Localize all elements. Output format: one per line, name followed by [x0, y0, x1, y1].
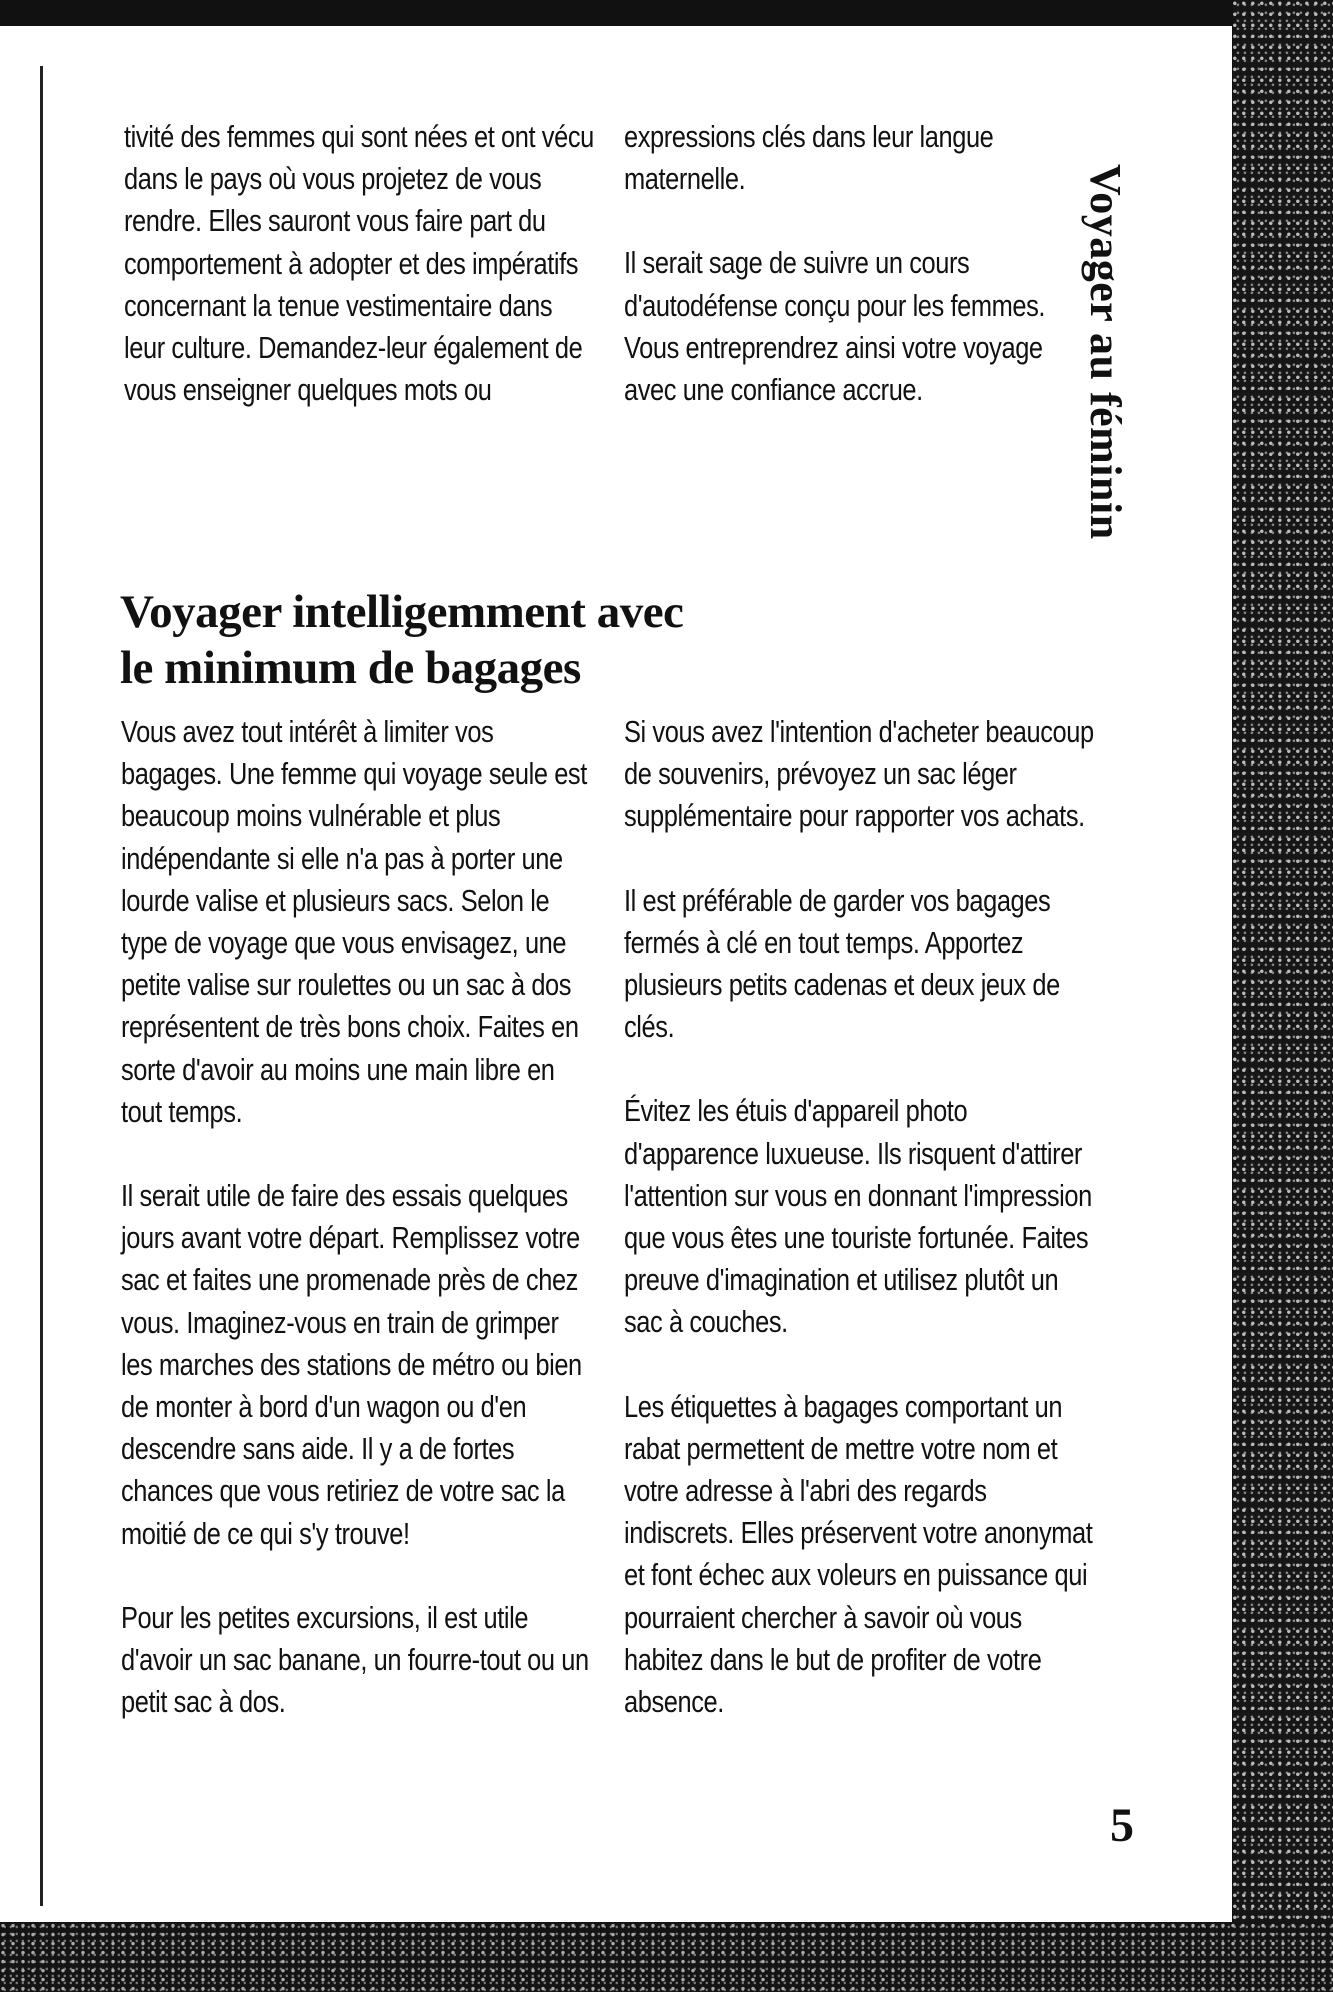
paragraph: Évitez les étuis d'appareil photo d'apparence luxueuse. Ils risquent d'attirer l'attention sur vous en donnant l'impression que vous êtes une touriste fortunée. Faites preuve d'imagination et utilisez plutôt un sac à couches.	[624, 1093, 1092, 1340]
paragraph: Si vous avez l'intention d'acheter beaucoup de souvenirs, prévoyez un sac léger supplémentaire pour rapporter vos achats.	[624, 714, 1094, 834]
binding-line	[40, 66, 43, 1906]
book-page	[0, 26, 1232, 1922]
page-number: 5	[1110, 1799, 1134, 1852]
paragraph: Pour les petites excursions, il est utile d'avoir un sac banane, un fourre-tout ou un petit sac à dos.	[121, 1599, 589, 1720]
top-right-column	[624, 116, 1094, 411]
section-heading	[120, 584, 940, 696]
paragraph: Les étiquettes à bagages comportant un rabat permettent de mettre votre nom et votre adresse à l'abri des regards indiscrets. Elles préservent votre anonymat et font échec aux voleurs en puissance qui pourraient chercher à savoir où vous habitez dans le but de profiter de votre absence.	[624, 1388, 1093, 1720]
scan-border-right	[1233, 0, 1333, 1992]
top-left-column	[124, 116, 594, 411]
running-title: Voyager au féminin	[1081, 164, 1130, 540]
paragraph: Il est préférable de garder vos bagages fermés à clé en tout temps. Apportez plusieurs petits cadenas et deux jeux de clés.	[624, 882, 1060, 1045]
paragraph: Vous avez tout intérêt à limiter vos bagages. Une femme qui voyage seule est beaucoup moins vulnérable et plus indépendante si elle n'a pas à porter une lourde valise et plusieurs sacs. Selon le type de voyage que vous envisagez, une petite valise sur roulettes ou un sac à dos représentent de très bons choix. Faites en sorte d'avoir au moins une main libre en tout temps.	[121, 714, 587, 1129]
paragraph: Il serait sage de suivre un cours d'autodéfense conçu pour les femmes. Vous entreprendrez ainsi votre voyage avec une confiance accrue.	[624, 245, 1046, 408]
paragraph: tivité des femmes qui sont nées et ont vécu dans le pays où vous projetez de vous rendre. Elles sauront vous faire part du comportement à adopter et des impératifs concernant la tenue vestimentaire dans leur culture. Demandez-leur également de vous enseigner quelques mots ou	[124, 119, 594, 408]
section-heading-line: le minimum de bagages	[120, 642, 581, 694]
section-heading-line: Voyager intelligemment avec	[120, 586, 684, 638]
scan-border-bottom	[0, 1922, 1333, 1992]
right-column	[624, 711, 1094, 1723]
paragraph: expressions clés dans leur langue maternelle.	[624, 119, 994, 197]
paragraph: Il serait utile de faire des essais quelques jours avant votre départ. Remplissez votre sac et faites une promenade près de chez vous. Imaginez-vous en train de grimper les marches des stations de métro ou bien de monter à bord d'un wagon ou d'en descendre sans aide. Il y a de fortes chances que vous retiriez de votre sac la moitié de ce qui s'y trouve!	[121, 1178, 582, 1551]
left-column	[121, 711, 591, 1723]
